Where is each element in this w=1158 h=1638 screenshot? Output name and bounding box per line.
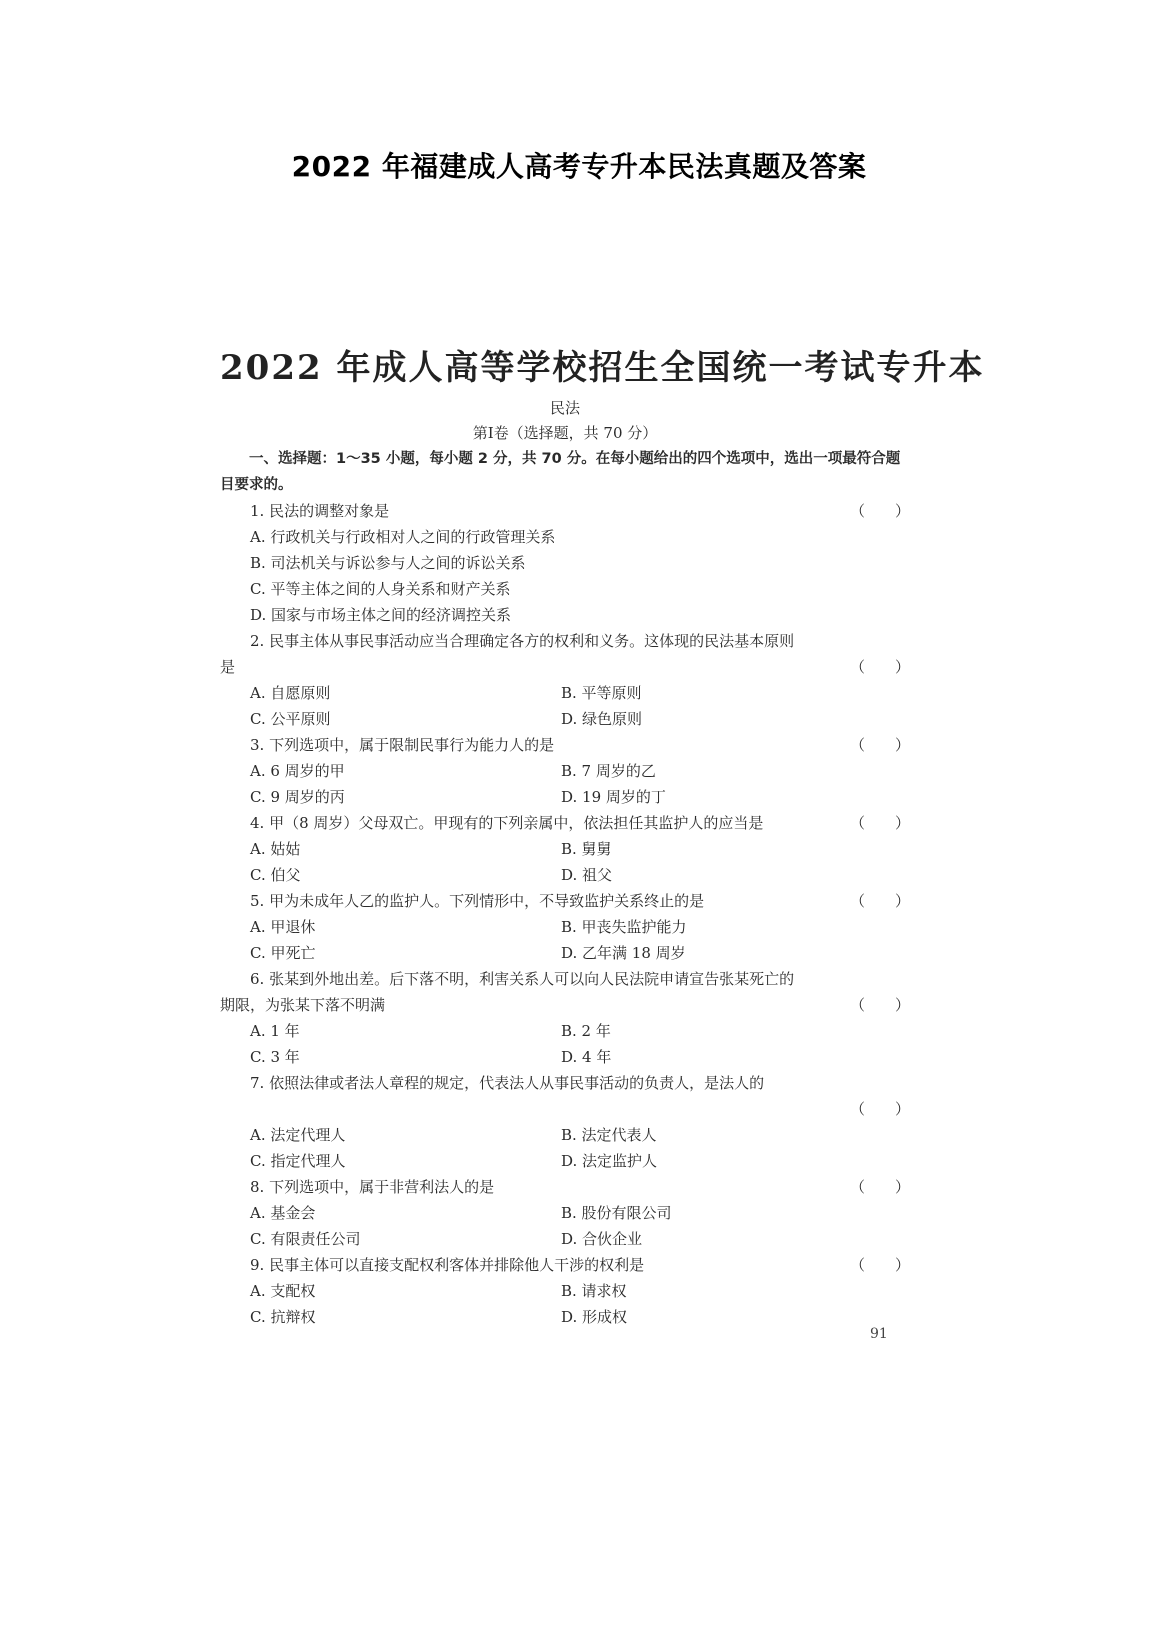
answer-blank: （ ） [849,996,910,1014]
option-row [220,1200,910,1226]
section-instruction: 一、选择题：1～35 小题，每小题 2 分，共 70 分。在每小题给出的四个选项中，选出一项最符合题目要求的。 [220,451,901,493]
option-b: B. 甲丧失监护能力 [561,918,687,936]
option-a: A. 基金会 [250,1204,316,1222]
question-text: 3. 下列选项中，属于限制民事行为能力人的是 [250,736,555,754]
question-text-continued: 是 [220,658,236,676]
option-row [220,940,910,966]
answer-blank: （ ） [849,892,910,910]
question-stem [220,628,910,654]
option-a: A. 姑姑 [250,840,301,858]
option-row [220,1278,910,1304]
answer-blank: （ ） [849,1178,910,1196]
option-b: B. 平等原则 [561,684,642,702]
answer-blank: （ ） [849,658,910,676]
option-a: A. 行政机关与行政相对人之间的行政管理关系 [250,528,556,546]
option-row [220,758,910,784]
answer-blank: （ ） [849,1100,910,1118]
option-a: A. 自愿原则 [250,684,331,702]
option-c: C. 平等主体之间的人身关系和财产关系 [250,580,511,598]
exam-subject: 民法 [549,399,580,417]
question-list [220,498,910,1330]
question-text: 4. 甲（8 周岁）父母双亡。甲现有的下列亲属中，依法担任其监护人的应当是 [250,814,764,832]
option-row [220,1148,910,1174]
option-row [220,1018,910,1044]
option-row [220,1304,910,1330]
option-row [220,836,910,862]
question-stem [220,888,910,914]
option-b: B. 7 周岁的乙 [561,762,656,780]
option-d: D. 合伙企业 [561,1230,643,1248]
answer-blank: （ ） [849,814,910,832]
option-a: A. 甲退休 [250,918,316,936]
question-text: 1. 民法的调整对象是 [250,502,390,520]
option-row [220,1122,910,1148]
option-d: D. 4 年 [561,1048,612,1066]
option-d: D. 乙年满 18 周岁 [561,944,686,962]
question-stem [220,1252,910,1278]
option-c: C. 甲死亡 [250,944,316,962]
option-b: B. 2 年 [561,1022,611,1040]
question-text: 6. 张某到外地出差。后下落不明，利害关系人可以向人民法院申请宣告张某死亡的 [250,970,795,988]
question-stem-continued [220,1096,910,1122]
option-b: B. 请求权 [561,1282,627,1300]
option-c: C. 伯父 [250,866,301,884]
question-stem-continued [220,654,910,680]
option-a: A. 支配权 [250,1282,316,1300]
option-row [220,706,910,732]
option-row [220,784,910,810]
question-text: 7. 依照法律或者法人章程的规定，代表法人从事民事活动的负责人，是法人的 [250,1074,765,1092]
question-text: 5. 甲为未成年人乙的监护人。下列情形中，不导致监护关系终止的是 [250,892,705,910]
answer-blank: （ ） [849,1256,910,1274]
option-c: C. 指定代理人 [250,1152,346,1170]
question-text: 8. 下列选项中，属于非营利法人的是 [250,1178,495,1196]
question-stem [220,498,910,524]
option-row [220,1044,910,1070]
scanned-exam-page [220,340,985,1330]
option-row [220,1226,910,1252]
option-d: D. 法定监护人 [561,1152,658,1170]
document-title: 2022 年福建成人高考专升本民法真题及答案 [291,150,867,183]
option-row [220,862,910,888]
option-d: D. 国家与市场主体之间的经济调控关系 [250,606,512,624]
option-c: C. 有限责任公司 [250,1230,361,1248]
exam-volume: 第Ⅰ卷（选择题，共 70 分） [472,424,658,442]
page-number: 91 [870,1326,888,1342]
option-b: B. 司法机关与诉讼参与人之间的诉讼关系 [250,554,526,572]
option-d: D. 绿色原则 [561,710,643,728]
question-stem [220,966,910,992]
option-c: C. 抗辩权 [250,1308,316,1326]
option-a: A. 6 周岁的甲 [250,762,345,780]
option-d: D. 19 周岁的丁 [561,788,666,806]
option-d: D. 形成权 [561,1308,628,1326]
option-c: C. 3 年 [250,1048,300,1066]
question-stem [220,810,910,836]
option-a: A. 1 年 [250,1022,300,1040]
answer-blank: （ ） [849,502,910,520]
question-stem [220,1174,910,1200]
option-b: B. 舅舅 [561,840,612,858]
option-d: D. 祖父 [561,866,613,884]
option-row [220,680,910,706]
question-text-continued: 期限，为张某下落不明满 [220,996,386,1014]
option-c: C. 公平原则 [250,710,331,728]
answer-blank: （ ） [849,736,910,754]
option-b: B. 法定代表人 [561,1126,657,1144]
question-text: 2. 民事主体从事民事活动应当合理确定各方的权利和义务。这体现的民法基本原则 [250,632,795,650]
option-c: C. 9 周岁的丙 [250,788,345,806]
question-stem [220,1070,910,1096]
option-a: A. 法定代理人 [250,1126,346,1144]
exam-title: 2022 年成人高等学校招生全国统一考试专升本 [220,348,985,388]
option-b: B. 股份有限公司 [561,1204,672,1222]
question-stem [220,732,910,758]
option-row [220,914,910,940]
question-stem-continued [220,992,910,1018]
question-text: 9. 民事主体可以直接支配权利客体并排除他人干涉的权利是 [250,1256,645,1274]
